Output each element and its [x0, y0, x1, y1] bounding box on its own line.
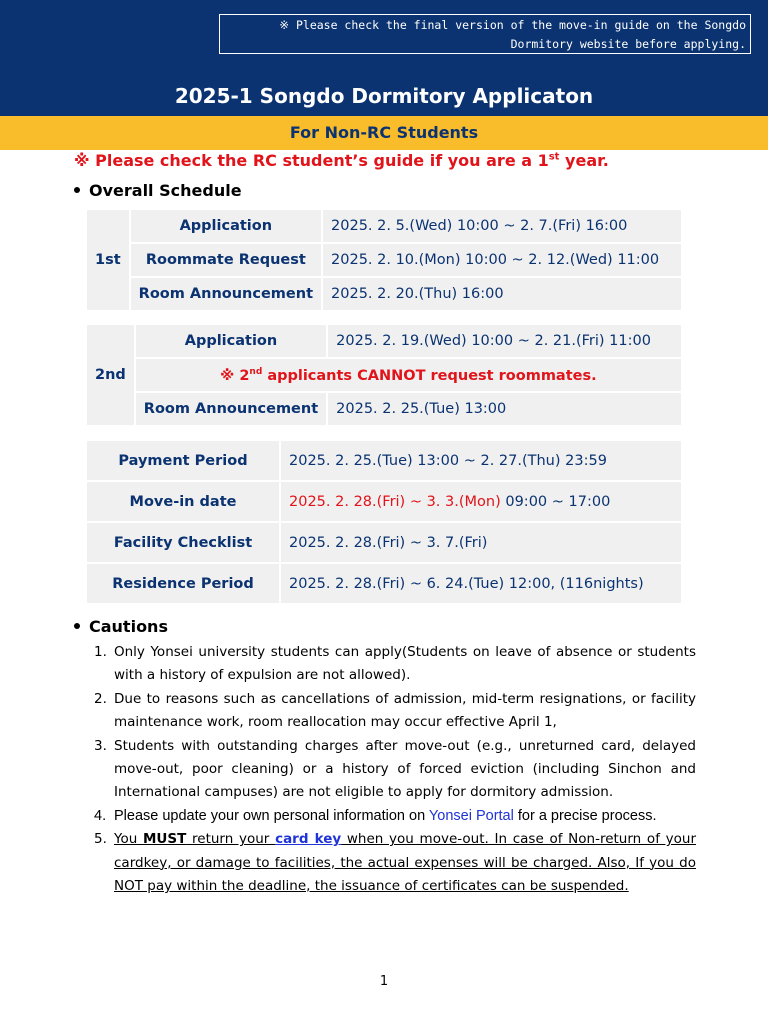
list-item: [94, 805, 696, 828]
round2-announcement-value: 2025. 2. 25.(Tue) 13:00: [328, 393, 681, 425]
notice-line-2: Dormitory website before applying.: [510, 37, 746, 51]
table-row: [87, 325, 681, 357]
rc-notice-suffix: year.: [559, 151, 609, 170]
item-text-part: You: [114, 831, 143, 848]
round1-row-value: 2025. 2. 5.(Wed) 10:00 ~ 2. 7.(Fri) 16:00: [323, 210, 681, 242]
item-number: 1.: [94, 644, 107, 660]
cautions-heading: [74, 617, 168, 636]
period-value: 2025. 2. 28.(Fri) ~ 6. 24.(Tue) 12:00, (116nights): [281, 564, 681, 603]
move-in-hours: 09:00 ~ 17:00: [500, 493, 611, 510]
move-in-dates: 2025. 2. 28.(Fri) ~ 3. 3.(Mon): [289, 493, 501, 510]
round1-row-value: 2025. 2. 10.(Mon) 10:00 ~ 2. 12.(Wed) 11:00: [323, 244, 681, 276]
table-row: [87, 441, 681, 480]
table-row: [87, 482, 681, 521]
notice-box: [219, 14, 751, 54]
round1-label: 1st: [87, 210, 129, 310]
table-row: [87, 278, 681, 310]
round2-application-label: Application: [136, 325, 326, 357]
cautions-heading-text: Cautions: [89, 617, 168, 636]
table-row: [87, 523, 681, 562]
rc-notice-sup: st: [548, 151, 560, 163]
round2-table: [85, 323, 683, 427]
round1-row-label: Application: [131, 210, 321, 242]
page-number: 1: [379, 974, 389, 989]
list-item: [94, 688, 696, 735]
list-item: [94, 735, 696, 805]
bullet-icon: [74, 187, 80, 193]
item-text-part: when you move-out. In case of Non-return of your cardkey, or damage to facilities, the actual expenses will be charged. Also, If you do NOT pay within the deadline, the issuance of certificates can be suspended.: [114, 831, 697, 895]
table-row: [87, 244, 681, 276]
round1-row-value: 2025. 2. 20.(Thu) 16:00: [323, 278, 681, 310]
round2-application-value: 2025. 2. 19.(Wed) 10:00 ~ 2. 21.(Fri) 11:00: [328, 325, 681, 357]
period-label: Residence Period: [87, 564, 279, 603]
period-label: Facility Checklist: [87, 523, 279, 562]
roommate-warning: [136, 359, 681, 391]
round2-announcement-label: Room Announcement: [136, 393, 326, 425]
round1-table: [85, 208, 683, 312]
list-item: [94, 641, 696, 688]
table-row: [87, 210, 681, 242]
card-key-emphasis: card key: [275, 831, 342, 848]
bullet-icon: [74, 623, 80, 629]
item-text: Students with outstanding charges after move-out (e.g., unreturned card, delayed move-out, poor cleaning) or a history of forced eviction (including Sinchon and International campuses) are not eligible to apply for dormitory admission.: [114, 737, 696, 801]
round1-row-label: Roommate Request: [131, 244, 321, 276]
subtitle: For Non-RC Students: [289, 123, 479, 142]
period-value: [281, 482, 681, 521]
item-number: 5.: [94, 831, 107, 848]
item-number: 4.: [94, 807, 107, 824]
roommate-warning-suffix: applicants CANNOT request roommates.: [262, 367, 597, 384]
item-number: 3.: [94, 737, 107, 754]
list-item: [94, 828, 696, 898]
item-text-part: return your: [186, 831, 276, 848]
periods-table: [85, 439, 683, 605]
period-label: Payment Period: [87, 441, 279, 480]
page-title: 2025-1 Songdo Dormitory Applicaton: [174, 84, 594, 108]
roommate-warning-prefix: ※ 2: [220, 367, 250, 384]
round2-label: 2nd: [87, 325, 134, 425]
item-text-before: Please update your own personal information on: [114, 807, 429, 824]
table-row: [87, 564, 681, 603]
yonsei-portal-link[interactable]: Yonsei Portal: [428, 807, 514, 824]
period-value: 2025. 2. 28.(Fri) ~ 3. 7.(Fri): [281, 523, 681, 562]
item-text: Due to reasons such as cancellations of admission, mid-term resignations, or facility maintenance work, room reallocation may occur effective April 1,: [114, 690, 696, 731]
schedule-heading-text: Overall Schedule: [89, 181, 242, 200]
table-row: [87, 393, 681, 425]
roommate-warning-sup: nd: [249, 366, 263, 377]
notice-line-1: ※ Please check the final version of the move-in guide on the Songdo: [279, 18, 746, 32]
subtitle-band: [0, 116, 768, 150]
item-text-after: for a precise process.: [513, 807, 657, 824]
cautions-list: [94, 641, 696, 898]
table-row: [87, 359, 681, 391]
item-number: 2.: [94, 690, 107, 707]
round1-row-label: Room Announcement: [131, 278, 321, 310]
must-emphasis: MUST: [142, 831, 187, 848]
schedule-heading: [74, 181, 242, 200]
item-text: Only Yonsei university students can apply(Students on leave of absence or students with a history of expulsion are not allowed).: [114, 644, 696, 684]
period-value: 2025. 2. 25.(Tue) 13:00 ~ 2. 27.(Thu) 23:59: [281, 441, 681, 480]
rc-notice-prefix: ※ Please check the RC student’s guide if you are a 1: [74, 151, 549, 170]
rc-notice: [74, 151, 609, 170]
period-label: Move-in date: [87, 482, 279, 521]
